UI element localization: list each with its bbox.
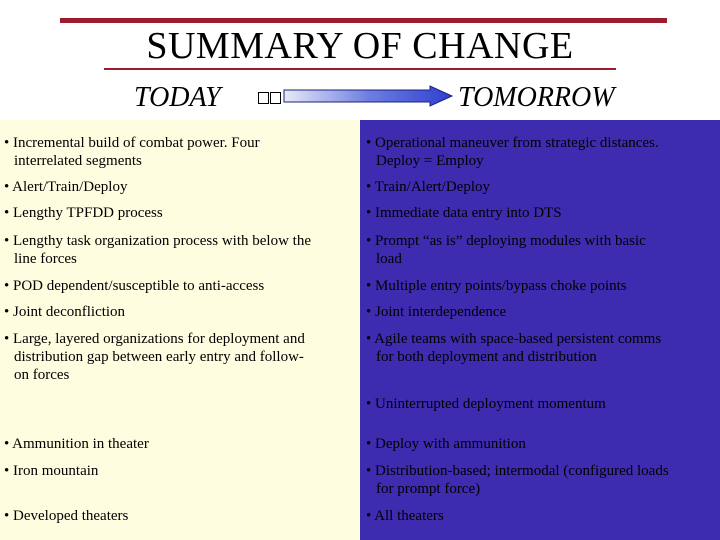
today-item-line: • Developed theaters (4, 508, 129, 524)
today-item (4, 204, 356, 222)
tomorrow-item (366, 232, 718, 268)
page-title: SUMMARY OF CHANGE (146, 25, 574, 67)
tomorrow-item-line: • Multiple entry points/bypass choke points (366, 278, 627, 294)
today-item-line: on forces (14, 367, 70, 383)
today-item (4, 303, 356, 321)
today-item (4, 277, 356, 295)
today-item (4, 330, 356, 384)
tomorrow-item (366, 204, 718, 222)
tomorrow-item-line: • Prompt “as is” deploying modules with basic (366, 233, 646, 249)
tomorrow-item-line: • All theaters (366, 508, 444, 524)
tomorrow-item-line: • Deploy with ammunition (366, 436, 526, 452)
tomorrow-item-line: Deploy = Employ (376, 153, 484, 169)
today-heading: TODAY (134, 82, 221, 113)
today-item-line: • Lengthy task organization process with below the (4, 233, 311, 249)
tomorrow-item-line: • Immediate data entry into DTS (366, 205, 562, 221)
tomorrow-item-line: load (376, 251, 402, 267)
today-item (4, 462, 356, 480)
tomorrow-item (366, 330, 718, 366)
today-item (4, 178, 356, 196)
tomorrow-item-line: • Operational maneuver from strategic distances. (366, 135, 659, 151)
title-underline (104, 68, 616, 70)
tomorrow-item-line: for prompt force) (376, 481, 481, 497)
tomorrow-item-line: • Agile teams with space-based persistent comms (366, 331, 662, 347)
small-square-icon (270, 92, 281, 104)
today-item-line: line forces (14, 251, 77, 267)
tomorrow-item-line: • Train/Alert/Deploy (366, 179, 490, 195)
tomorrow-item (366, 435, 718, 453)
tomorrow-item (366, 303, 718, 321)
today-item-line: • POD dependent/susceptible to anti-access (4, 278, 265, 294)
today-item (4, 435, 356, 453)
small-square-icon (258, 92, 269, 104)
today-item (4, 134, 356, 170)
tomorrow-item (366, 178, 718, 196)
tomorrow-item (366, 277, 718, 295)
tomorrow-item (366, 462, 718, 498)
tomorrow-item (366, 507, 718, 525)
today-item-line: • Ammunition in theater (4, 436, 149, 452)
today-item-line: • Joint deconfliction (4, 304, 126, 320)
tomorrow-item-line: for both deployment and distribution (376, 349, 597, 365)
today-item-line: distribution gap between early entry and follow- (14, 349, 304, 365)
today-item-line: • Large, layered organizations for deployment and (4, 331, 305, 347)
today-item-line: • Lengthy TPFDD process (4, 205, 163, 221)
tomorrow-heading: TOMORROW (458, 82, 615, 113)
tomorrow-item-line: • Joint interdependence (366, 304, 507, 320)
tomorrow-item-line: • Distribution-based; intermodal (configured loads (366, 463, 669, 479)
tomorrow-item (366, 395, 718, 413)
today-item-line: • Incremental build of combat power. Four (4, 135, 260, 151)
top-rule (60, 18, 667, 23)
tomorrow-item-line: • Uninterrupted deployment momentum (366, 396, 606, 412)
tomorrow-item (366, 134, 718, 170)
today-item-line: • Alert/Train/Deploy (4, 179, 128, 195)
right-arrow-icon (282, 85, 454, 107)
today-item-line: • Iron mountain (4, 463, 99, 479)
today-item-line: interrelated segments (14, 153, 142, 169)
today-item (4, 507, 356, 525)
today-item (4, 232, 356, 268)
